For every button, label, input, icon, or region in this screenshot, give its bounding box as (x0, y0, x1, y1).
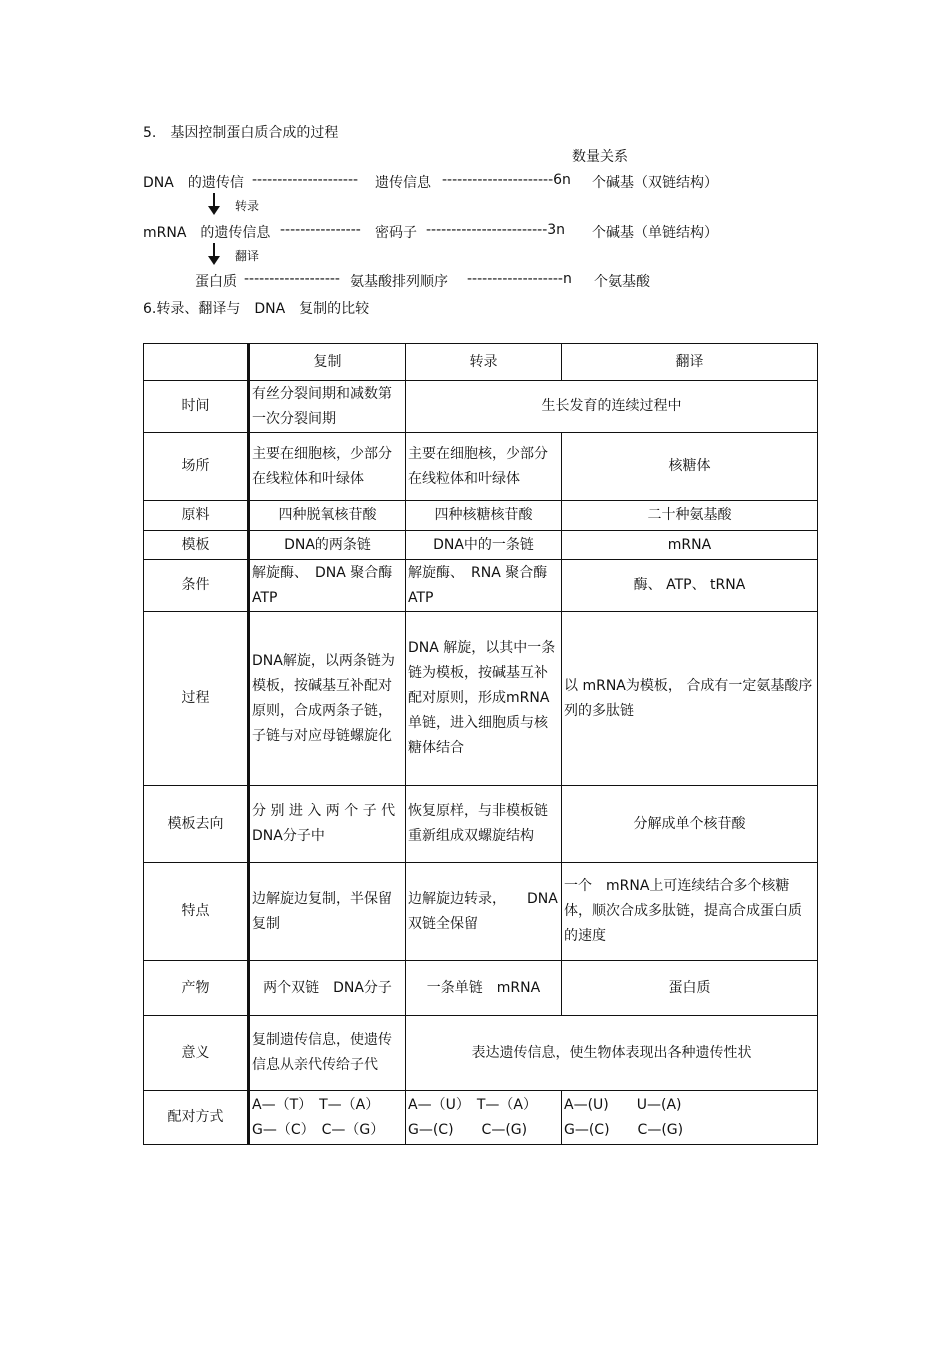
flow-row-protein-left: 蛋白质 (195, 274, 237, 290)
table-row (144, 560, 818, 612)
flow-row-protein-dash1: ------------------- (244, 271, 340, 287)
cell-copy: 复制遗传信息，使遗传信息从亲代传给子代 (249, 1016, 406, 1091)
flow-row-dna-dash2: ----------------------6n (442, 172, 571, 188)
cell-transcription: 边解旋边转录， DNA双链全保留 (406, 863, 562, 961)
cell-copy: 边解旋边复制，半保留复制 (249, 863, 406, 961)
row-label: 原料 (144, 501, 249, 531)
cell-translation: 二十种氨基酸 (562, 501, 818, 531)
cell-translation: 核糖体 (562, 433, 818, 501)
pairing-line: G—（C） C—（G） (252, 1121, 385, 1138)
row-label: 模板去向 (144, 786, 249, 863)
flow-row-dna-dash1: --------------------- (252, 172, 359, 188)
cell-transcription: 一条单链 mRNA (406, 961, 562, 1016)
table-row (144, 531, 818, 560)
cell-transcription (406, 1091, 562, 1145)
flow-row-protein-mid: 氨基酸排列顺序 (350, 274, 448, 290)
header-transcription: 转录 (406, 344, 562, 381)
row-label: 场所 (144, 433, 249, 501)
cell-copy (249, 1091, 406, 1145)
flow-row-protein-dash2: -------------------n (467, 271, 572, 287)
arrow-head-icon (208, 256, 220, 265)
section5-title: 5. 基因控制蛋白质合成的过程 (143, 125, 339, 141)
pairing-line: A—(U) U—(A) (564, 1096, 682, 1113)
header-translation: 翻译 (562, 344, 818, 381)
cell-translation: 以 mRNA为模板， 合成有一定氨基酸序列的多肽链 (562, 612, 818, 786)
cell-copy: 主要在细胞核，少部分在线粒体和叶绿体 (249, 433, 406, 501)
cell-copy: 四种脱氧核苷酸 (249, 501, 406, 531)
header-copy: 复制 (249, 344, 406, 381)
cell-transcription: 主要在细胞核，少部分在线粒体和叶绿体 (406, 433, 562, 501)
cell-transcription: DNA中的一条链 (406, 531, 562, 560)
flow-row-dna-right: 个碱基（双链结构） (592, 175, 718, 191)
cell-copy: DNA解旋，以两条链为模板，按碱基互补配对原则，合成两条子链，子链与对应母链螺旋化 (249, 612, 406, 786)
pairing-line: G—(C) C—(G) (408, 1121, 528, 1138)
table-row (144, 1016, 818, 1091)
table-row (144, 381, 818, 433)
flow-row-mrna-dash2: ------------------------3n (426, 222, 566, 238)
flow-row-mrna-mid: 密码子 (375, 225, 417, 241)
arrow-down-icon (213, 193, 215, 207)
row-label: 过程 (144, 612, 249, 786)
cell-merged: 生长发育的连续过程中 (406, 381, 818, 433)
flow-row-dna-left: DNA 的遗传信 (143, 175, 244, 191)
cell-transcription: 解旋酶、 RNA 聚合酶 ATP (406, 560, 562, 612)
flow-row-mrna-right: 个碱基（单链结构） (592, 225, 718, 241)
cell-translation: 一个 mRNA上可连续结合多个核糖体，顺次合成多肽链，提高合成蛋白质的速度 (562, 863, 818, 961)
table-row (144, 612, 818, 786)
flow-row-mrna-left: mRNA 的遗传信息 (143, 225, 271, 241)
table-header-row (144, 344, 818, 381)
table-row (144, 501, 818, 531)
table-row (144, 786, 818, 863)
row-label: 特点 (144, 863, 249, 961)
cell-transcription: DNA 解旋，以其中一条链为模板，按碱基互补配对原则，形成mRNA单链，进入细胞质与核糖体结合 (406, 612, 562, 786)
cell-copy: 两个双链 DNA分子 (249, 961, 406, 1016)
row-label: 意义 (144, 1016, 249, 1091)
row-label: 时间 (144, 381, 249, 433)
row-label: 配对方式 (144, 1091, 249, 1145)
cell-translation: 酶、 ATP、 tRNA (562, 560, 818, 612)
cell-merged: 表达遗传信息，使生物体表现出各种遗传性状 (406, 1016, 818, 1091)
flow-row-dna-mid: 遗传信息 (375, 175, 431, 191)
cell-transcription: 恢复原样，与非模板链重新组成双螺旋结构 (406, 786, 562, 863)
cell-translation (562, 1091, 818, 1145)
cell-copy: 分 别 进 入 两 个 子 代 DNA分子中 (249, 786, 406, 863)
row-label: 产物 (144, 961, 249, 1016)
pairing-line: A—（T） T—（A） (252, 1096, 380, 1113)
row-label: 条件 (144, 560, 249, 612)
section6-title: 6.转录、翻译与 DNA 复制的比较 (143, 301, 370, 317)
table-row (144, 863, 818, 961)
header-blank (144, 344, 249, 381)
table-row (144, 961, 818, 1016)
flow-row-protein-right: 个氨基酸 (594, 274, 650, 290)
cell-copy: 解旋酶、 DNA 聚合酶 ATP (249, 560, 406, 612)
label-translation: 翻译 (235, 249, 260, 263)
cell-transcription: 四种核糖核苷酸 (406, 501, 562, 531)
label-transcription: 转录 (235, 199, 260, 213)
arrow-head-icon (208, 206, 220, 215)
arrow-down-icon (213, 243, 215, 257)
flow-row-mrna-dash1: ---------------- (280, 222, 361, 238)
cell-copy: DNA的两条链 (249, 531, 406, 560)
table-row (144, 1091, 818, 1145)
quantity-header: 数量关系 (572, 149, 628, 165)
pairing-line: G—(C) C—(G) (564, 1121, 684, 1138)
comparison-table (143, 343, 818, 1145)
table-row (144, 433, 818, 501)
cell-translation: mRNA (562, 531, 818, 560)
cell-copy: 有丝分裂间期和减数第一次分裂间期 (249, 381, 406, 433)
pairing-line: A—（U） T—（A） (408, 1096, 537, 1113)
cell-translation: 分解成单个核苷酸 (562, 786, 818, 863)
row-label: 模板 (144, 531, 249, 560)
cell-translation: 蛋白质 (562, 961, 818, 1016)
